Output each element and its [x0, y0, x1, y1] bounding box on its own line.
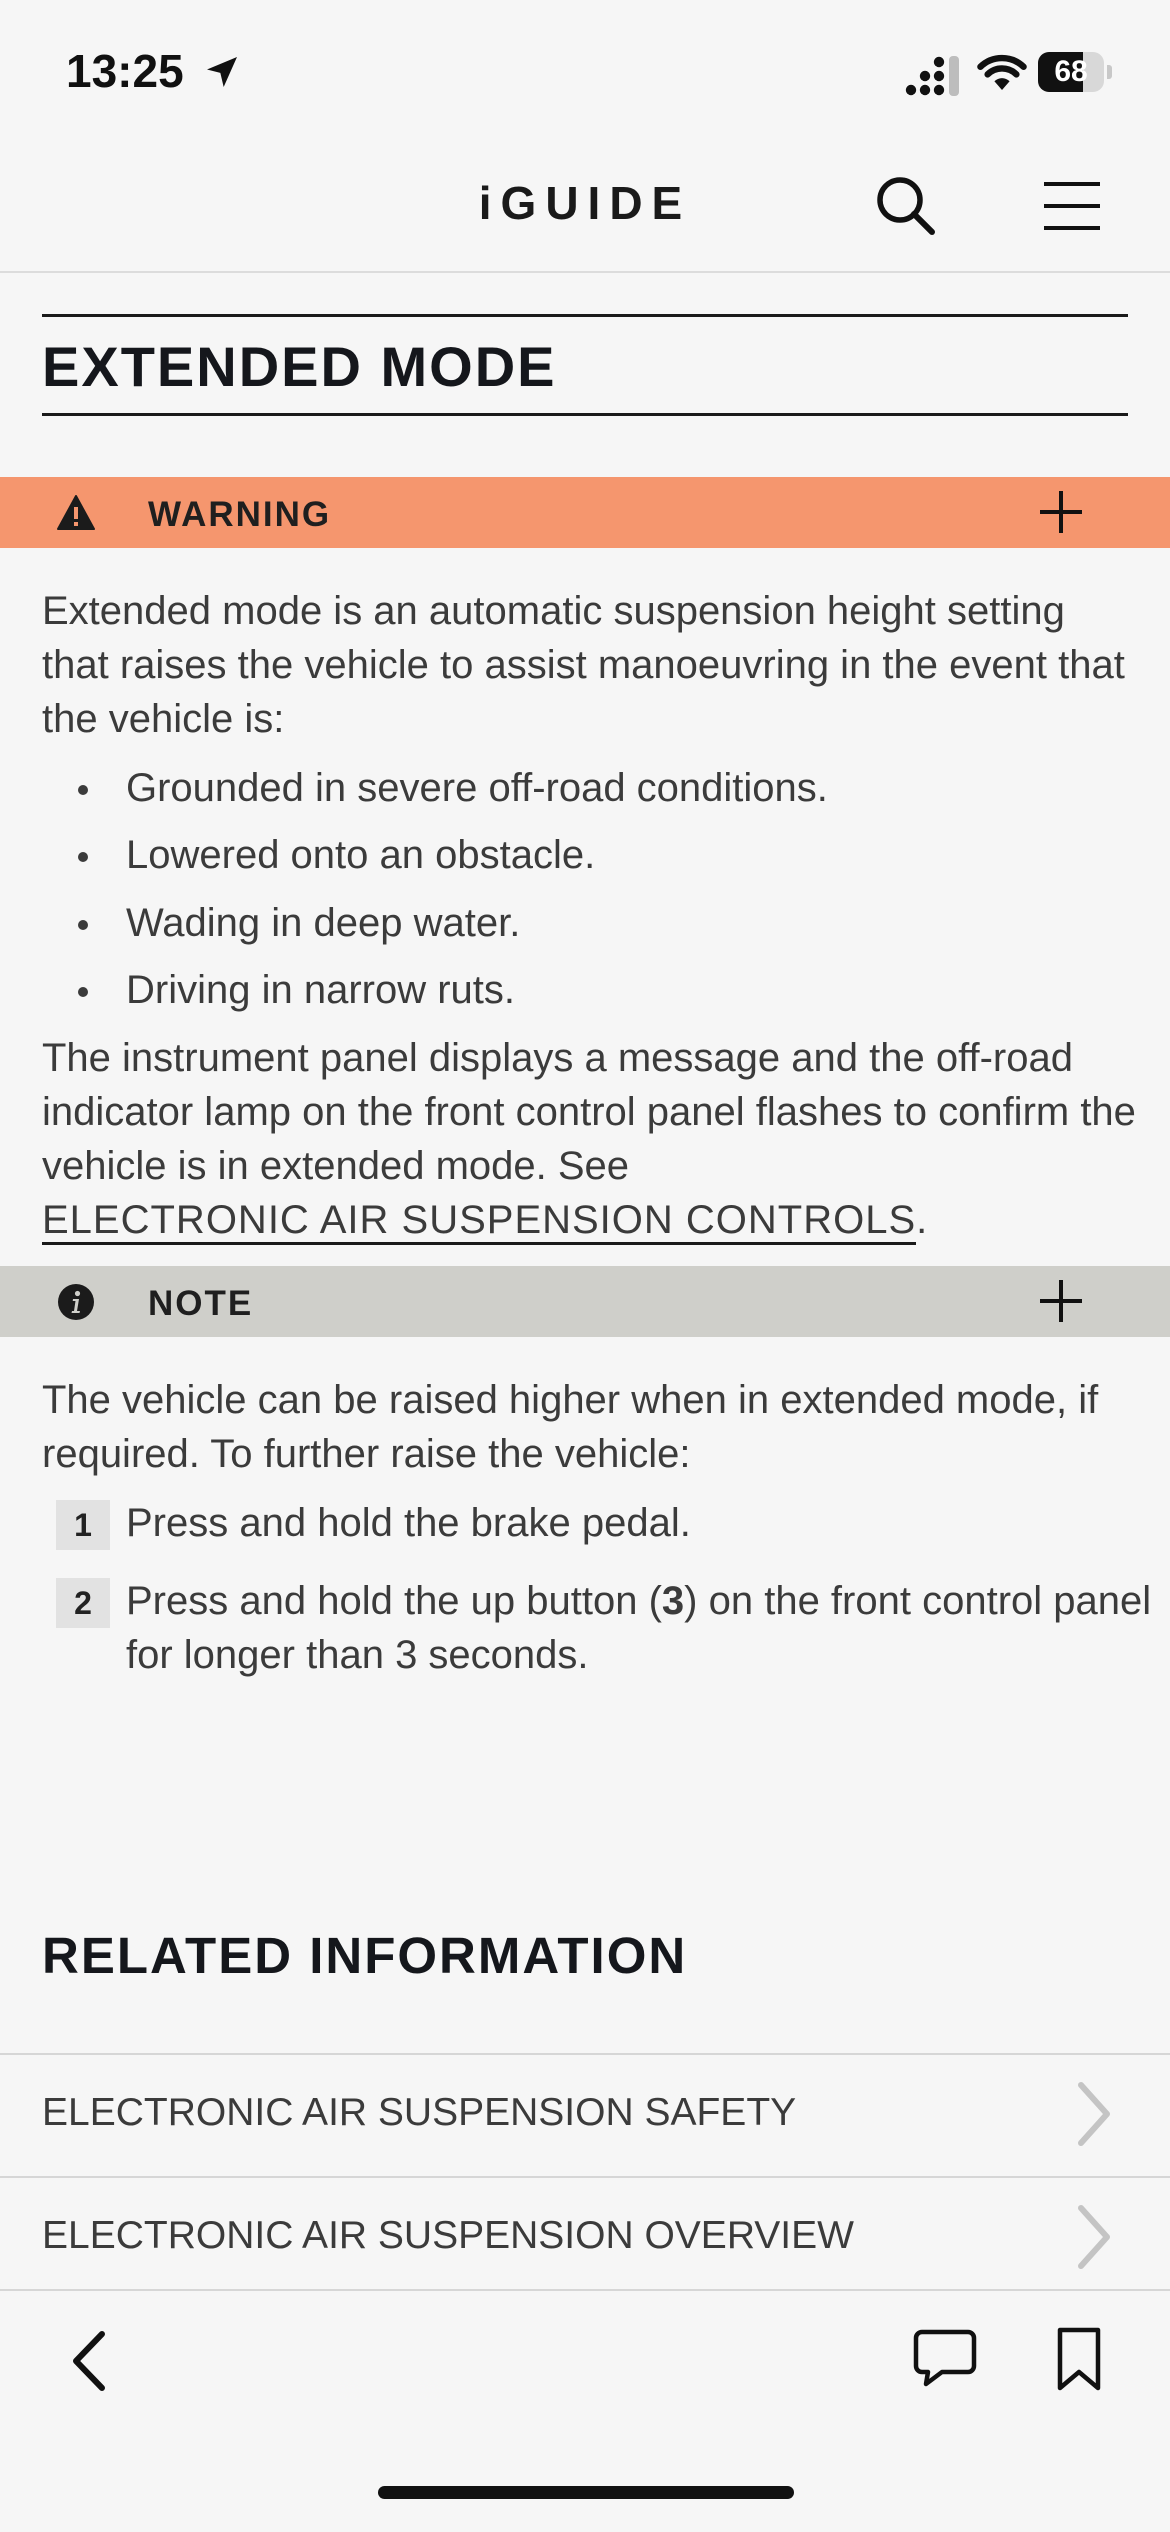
bullet-dot — [78, 785, 88, 795]
list-item-text: Lowered onto an obstacle. — [126, 833, 596, 877]
back-chevron-icon[interactable] — [64, 2328, 114, 2394]
warning-expander[interactable] — [0, 477, 1170, 548]
battery-percent: 68 — [1054, 55, 1088, 88]
panel-text: The instrument panel displays a message and the off-road indicator lamp on the front control panel flashes to confirm the vehicle is in extended mode. See — [42, 1036, 1136, 1188]
expand-plus-icon[interactable] — [1040, 491, 1082, 533]
wifi-icon — [976, 52, 1028, 92]
related-item[interactable] — [0, 2178, 1170, 2298]
step-number: 2 — [56, 1578, 110, 1628]
step-number: 1 — [56, 1500, 110, 1550]
search-icon[interactable] — [872, 172, 942, 242]
chevron-right-icon — [1075, 2079, 1115, 2149]
warning-triangle-icon — [56, 493, 96, 533]
status-time: 13:25 — [66, 45, 184, 97]
app-title: iGUIDE — [478, 177, 692, 229]
warning-label: WARNING — [148, 495, 332, 534]
note-paragraph: The vehicle can be raised higher when in extended mode, if required. To further raise the vehicle: — [42, 1378, 1099, 1476]
header-divider — [0, 271, 1170, 273]
step-text: Press and hold the brake pedal. — [126, 1501, 691, 1545]
bookmark-icon[interactable] — [1054, 2326, 1104, 2392]
title-rule-top — [42, 314, 1128, 317]
menu-icon[interactable] — [1040, 178, 1104, 234]
related-item[interactable] — [0, 2055, 1170, 2175]
panel-paragraph — [42, 1031, 1142, 1247]
bullet-dot — [78, 852, 88, 862]
bullet-dot — [78, 920, 88, 930]
related-item-label: ELECTRONIC AIR SUSPENSION OVERVIEW — [42, 2214, 854, 2257]
note-label: NOTE — [148, 1284, 254, 1323]
eas-controls-link[interactable]: ELECTRONIC AIR SUSPENSION CONTROLS — [42, 1198, 916, 1245]
chevron-right-icon — [1075, 2202, 1115, 2272]
list-item-text: Driving in narrow ruts. — [126, 968, 516, 1012]
info-icon — [56, 1282, 96, 1322]
note-expander[interactable] — [0, 1266, 1170, 1337]
location-arrow-icon — [202, 52, 242, 92]
expand-plus-icon[interactable] — [1040, 1280, 1082, 1322]
list-item-text: Wading in deep water. — [126, 901, 521, 945]
intro-paragraph: Extended mode is an automatic suspension height setting that raises the vehicle to assist manoeuvring in the event that the vehicle is: — [42, 589, 1125, 741]
related-title: RELATED INFORMATION — [42, 1927, 688, 1984]
step-text: Press and hold the up button (3) on the front control panel for longer than 3 seconds. — [126, 1579, 1152, 1677]
related-item-label: ELECTRONIC AIR SUSPENSION SAFETY — [42, 2091, 797, 2134]
title-rule-bottom — [42, 413, 1128, 416]
toolbar-divider — [0, 2289, 1170, 2291]
panel-end: . — [916, 1198, 928, 1242]
cellular-signal-icon — [905, 52, 961, 96]
home-indicator — [378, 2486, 794, 2499]
battery-icon — [1038, 52, 1112, 92]
comment-icon[interactable] — [912, 2326, 978, 2390]
list-item-text: Grounded in severe off-road conditions. — [126, 766, 828, 810]
bullet-dot — [78, 987, 88, 997]
page-title: EXTENDED MODE — [42, 335, 557, 398]
